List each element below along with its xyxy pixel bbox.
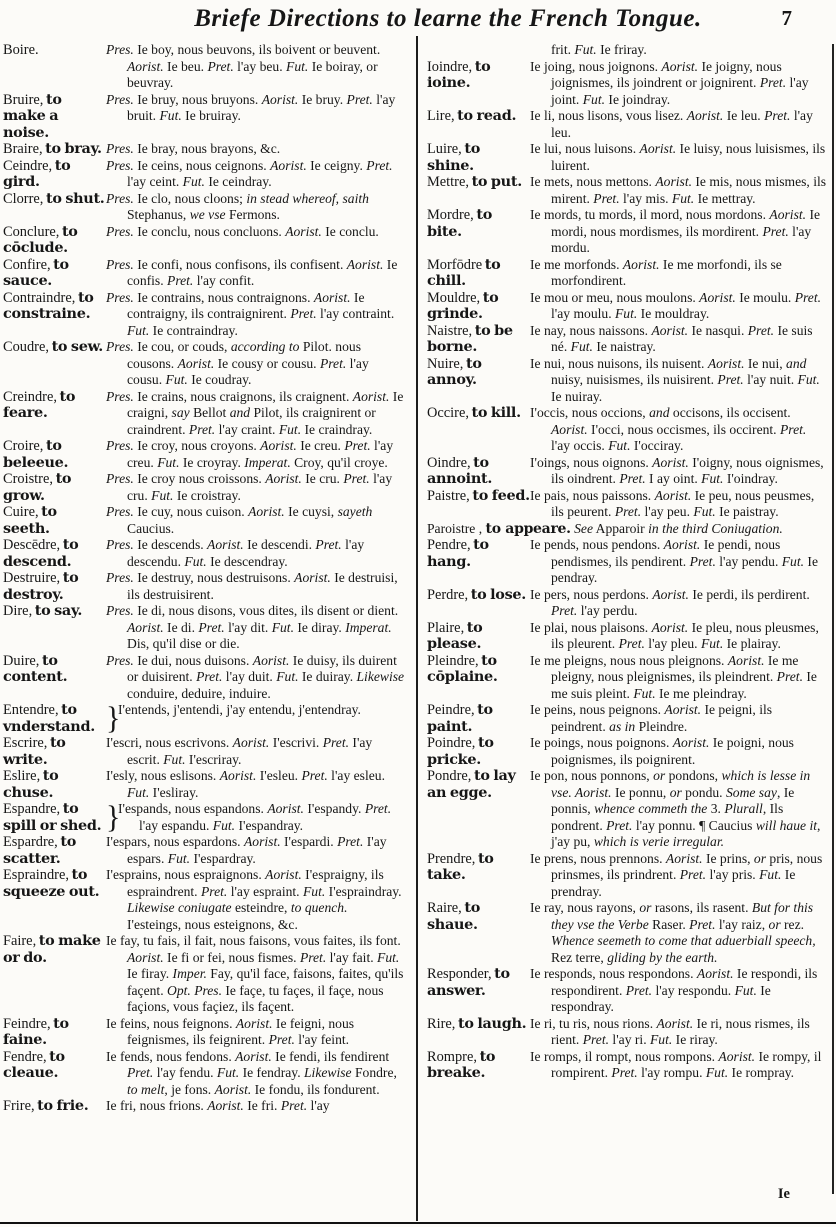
entry-headword: Boire. xyxy=(3,42,39,58)
dictionary-entry xyxy=(3,570,405,603)
entry-body: Pres. Ie boy, nous beuvons, ils boivent or beuvent. Aorist. Ie beu. Pret. l'ay beu. Fut. Ie boiray, or beuvray. xyxy=(106,42,381,90)
entry-headword: Frire, to frie. xyxy=(3,1097,89,1114)
dictionary-entry xyxy=(427,537,828,587)
entry-headword: Raire, to shaue. xyxy=(427,899,481,933)
entry-headword: Oindre, to annoint. xyxy=(427,453,493,487)
entry-headword: Fendre, to cleaue. xyxy=(3,1047,65,1081)
entry-body: Ie pends, nous pendons. Aorist. Ie pendi, nous pendismes, ils pendirent. Pret. l'ay pendu. Fut. Ie pendray. xyxy=(530,537,818,585)
dictionary-entry xyxy=(3,1049,405,1099)
entry-body: Ie pers, nous perdons. Aorist. Ie perdi, ils perdirent. Pret. l'ay perdu. xyxy=(530,586,810,618)
entry-headword: Rompre, to breake. xyxy=(427,1047,496,1081)
entry-body: Ie nui, nous nuisons, ils nuisent. Aorist. Ie nui, and nuisy, nuisismes, ils nuisirent. Pret. l'ay nuit. Fut. Ie nuiray. xyxy=(530,355,820,404)
dictionary-entry xyxy=(427,966,828,1016)
entry-body: Ie romps, il rompt, nous rompons. Aorist. Ie rompy, il rompirent. Pret. l'ay rompu. Fut. Ie rompray. xyxy=(530,1048,822,1080)
entry-body: Pres. Ie cuy, nous cuison. Aorist. Ie cuysi, sayeth Caucius. xyxy=(106,504,373,536)
entry-body: Ie feins, nous feignons. Aorist. Ie feigni, nous feignismes, ils feignirent. Pret. l'ay feint. xyxy=(106,1015,355,1047)
entry-body: Pres. Ie confi, nous confisons, ils confisent. Aorist. Ie confis. Pret. l'ay confit. xyxy=(106,256,398,288)
entry-headword: Plaire, to please. xyxy=(427,618,483,652)
entry-headword: Feindre, to faine. xyxy=(3,1014,69,1048)
entry-headword: Creindre, to feare. xyxy=(3,387,76,421)
entry-headword: Paistre, to feed. xyxy=(427,486,530,504)
entry-body: Ie mords, tu mords, il mord, nous mordons. Aorist. Ie mordi, nous mordismes, ils mordirent. Pret. l'ay mordu. xyxy=(530,207,821,255)
dictionary-entry xyxy=(3,224,405,257)
dictionary-entry xyxy=(427,851,828,901)
dictionary-entry xyxy=(427,290,828,323)
entry-headword: Rire, to laugh. xyxy=(427,1014,527,1032)
entry-body: I'esly, nous eslisons. Aorist. I'esleu. Pret. l'ay esleu. Fut. I'esliray. xyxy=(106,768,385,800)
entry-body: Ie peins, nous peignons. Aorist. Ie peigni, ils peindrent. as in Pleindre. xyxy=(530,702,773,734)
entry-headword: Morfōdre to chill. xyxy=(427,255,501,289)
entry-body: Pres. Ie di, nous disons, vous dites, ils disent or dient. Aorist. Ie di. Pret. l'ay dit. Fut. Ie diray. Imperat. Dis, qu'il dise or die. xyxy=(106,603,399,651)
dictionary-entry xyxy=(3,92,405,142)
dictionary-entry xyxy=(3,933,405,1016)
entry-body: Ie nay, nous naissons. Aorist. Ie nasqui. Pret. Ie suis né. Fut. Ie naistray. xyxy=(530,322,813,354)
entry-body: Pres. Ie crains, nous craignons, ils craignent. Aorist. Ie craigni, say Bellot and Pilot, ils craignirent or craindrent. Pret. l'ay craint. Fut. Ie craindray. xyxy=(106,388,404,437)
dictionary-entry xyxy=(3,537,405,570)
page-title: Briefe Directions to learne the French Tongue. xyxy=(194,5,702,32)
right-column xyxy=(414,42,836,1082)
dictionary-entry xyxy=(427,1049,828,1082)
column-divider-rule xyxy=(416,36,418,1221)
entry-headword: Responder, to answer. xyxy=(427,965,510,999)
entry-body: Ie fends, nous fendons. Aorist. Ie fendi, ils fendirent Pret. l'ay fendu. Fut. Ie fendray. Likewise Fondre, to melt, je fons. Aorist. Ie fondu, ils fondurent. xyxy=(106,1048,397,1097)
dictionary-entry xyxy=(3,834,405,867)
entry-body: Ie poings, nous poignons. Aorist. Ie poigni, nous poignismes, ils poignirent. xyxy=(530,735,794,767)
entry-body: Ie mets, nous mettons. Aorist. Ie mis, nous mismes, ils mirent. Pret. l'ay mis. Fut. Ie mettray. xyxy=(530,174,827,206)
entry-headword: Escrire, to write. xyxy=(3,734,66,768)
entry-text: Paroistre , to appeare. See Apparoir in the third Coniugation. xyxy=(427,520,783,537)
entry-headword: Espraindre, to squeeze out. xyxy=(3,866,100,900)
entry-headword: Naistre, to be borne. xyxy=(427,321,513,355)
dictionary-entry xyxy=(3,158,405,191)
entry-headword: Croire, to beleeue. xyxy=(3,437,69,471)
entry-headword: Conclure, to cōclude. xyxy=(3,222,78,256)
entry-headword: Mouldre, to grinde. xyxy=(427,288,499,322)
dictionary-entry xyxy=(427,587,828,620)
dictionary-entry xyxy=(3,42,405,92)
brace-glyph: } xyxy=(106,800,121,835)
dictionary-entry xyxy=(427,735,828,768)
entry-headword: Nuire, to annoy. xyxy=(427,354,482,388)
entry-body: Ie joing, nous joignons. Aorist. Ie joigny, nous joignismes, ils joindrent or joignirent. Pret. l'ay joint. Fut. Ie joindray. xyxy=(530,58,809,107)
entry-body: I'esprains, nous espraignons. Aorist. I'espraigny, ils espraindrent. Pret. l'ay espraint. Fut. I'espraindray. Likewise coniugate esteindre, to quench. I'esteings, nous esteignons, &c. xyxy=(106,867,402,932)
entry-headword: Mordre, to bite. xyxy=(427,206,493,240)
entry-headword: Perdre, to lose. xyxy=(427,585,526,603)
catchword: Ie xyxy=(777,1186,790,1202)
entry-headword: Cuire, to seeth. xyxy=(3,503,57,537)
dictionary-entry xyxy=(427,405,828,455)
dictionary-entry xyxy=(3,768,405,801)
page-header xyxy=(0,0,836,39)
left-column xyxy=(0,42,414,1115)
dictionary-entry xyxy=(3,735,405,768)
dictionary-entry xyxy=(427,108,828,141)
entry-headword: Descēdre, to descend. xyxy=(3,536,79,570)
dictionary-entry xyxy=(3,1016,405,1049)
dictionary-entry xyxy=(3,191,405,224)
entry-body: I'espars, nous espardons. Aorist. I'espardi. Pret. I'ay espars. Fut. I'espardray. xyxy=(106,834,387,866)
entry-body: Ie me pleigns, nous nous pleignons. Aorist. Ie me pleigny, nous pleignismes, ils pleindrent. Pret. Ie me suis pleint. Fut. Ie me pleindray. xyxy=(530,652,817,701)
entry-body: Ie responds, nous respondons. Aorist. Ie respondi, ils respondirent. Pret. l'ay respondu. Fut. Ie respondray. xyxy=(530,966,818,1014)
entry-headword: Dire, to say. xyxy=(3,602,83,619)
entry-body: Ie lui, nous luisons. Aorist. Ie luisy, nous luisismes, ils luirent. xyxy=(530,141,826,173)
entry-body: Pres. Ie clo, nous cloons; in stead whereof, saith Stephanus, we vse Fermons. xyxy=(106,190,369,222)
dictionary-entry xyxy=(427,768,828,851)
dictionary-entry xyxy=(3,504,405,537)
entry-headword: Prendre, to take. xyxy=(427,849,494,883)
dictionary-entry xyxy=(3,801,405,834)
entry-headword: Duire, to content. xyxy=(3,651,68,685)
entry-headword: Croistre, to grow. xyxy=(3,470,72,504)
dictionary-entry xyxy=(3,471,405,504)
entry-headword: Entendre, to vnderstand. xyxy=(3,701,95,735)
dictionary-entry xyxy=(427,620,828,653)
entry-body: frit. Fut. Ie friray. xyxy=(551,42,647,57)
entry-body: I'oings, nous oignons. Aorist. I'oigny, nous oignismes, ils oindrent. Pret. I ay oint. Fut. I'oindray. xyxy=(530,454,824,486)
entry-body: Pres. Ie destruy, nous destruisons. Aorist. Ie destruisi, ils destruisirent. xyxy=(106,570,398,602)
dictionary-entry xyxy=(3,702,405,735)
dictionary-entry xyxy=(427,488,828,521)
dictionary-entry xyxy=(427,702,828,735)
entry-body: Ie pon, nous ponnons, or pondons, which is lesse in vse. Aorist. Ie ponnu, or pondu. Some say, Ie ponnis, whence commeth the 3. Plurall, Ils pondrent. Pret. l'ay ponnu. ¶ Caucius will haue it, j'ay pu, which is verie irregular. xyxy=(530,768,821,849)
entry-headword: Poindre, to pricke. xyxy=(427,734,494,768)
entry-body: Ie fay, tu fais, il fait, nous faisons, vous faites, ils font. Aorist. Ie fi or fei, nous fismes. Pret. l'ay fait. Fut. Ie firay. Imper. Fay, qu'il face, faisons, faites, qu'ils façent. Opt. Pres. Ie façe, tu façes, il façe, nous façions, vous façiez, ils façent. xyxy=(106,933,404,1014)
entry-headword: Luire, to shine. xyxy=(427,140,481,174)
right-edge-rule xyxy=(832,44,834,1194)
dictionary-entry xyxy=(427,900,828,966)
dictionary-entry xyxy=(427,653,828,703)
entry-headword: Mettre, to put. xyxy=(427,173,522,190)
dictionary-entry xyxy=(427,1016,828,1049)
entry-body: I'escri, nous escrivons. Aorist. I'escrivi. Pret. I'ay escrit. Fut. I'escriray. xyxy=(106,735,373,767)
entry-body: Pres. Ie dui, nous duisons. Aorist. Ie duisy, ils duirent or duisirent. Pret. l'ay duit. Fut. Ie duiray. Likewise conduire, deduire, induire. xyxy=(106,652,405,701)
entry-headword: Eslire, to chuse. xyxy=(3,767,59,801)
entry-headword: Contraindre, to constraine. xyxy=(3,288,94,322)
entry-body: Pres. Ie croy nous croissons. Aorist. Ie cru. Pret. l'ay cru. Fut. Ie croistray. xyxy=(106,471,393,503)
entry-headword: Espandre, to spill or shed. xyxy=(3,800,102,834)
brace-glyph: } xyxy=(106,701,121,736)
dictionary-entry xyxy=(427,141,828,174)
entry-body: Ie fri, nous frions. Aorist. Ie fri. Pret. l'ay xyxy=(106,1098,330,1113)
entry-headword: Peindre, to paint. xyxy=(427,701,493,735)
dictionary-entry xyxy=(3,653,405,703)
dictionary-entry xyxy=(3,141,405,158)
entry-headword: Destruire, to destroy. xyxy=(3,569,79,603)
entry-body: Pres. Ie bruy, nous bruyons. Aorist. Ie bruy. Pret. l'ay bruit. Fut. Ie bruiray. xyxy=(106,91,396,123)
entry-headword: Coudre, to sew. xyxy=(3,338,103,355)
entry-body: Ie li, nous lisons, vous lisez. Aorist. Ie leu. Pret. l'ay leu. xyxy=(530,108,813,140)
entry-body: Pres. Ie descends. Aorist. Ie descendi. Pret. l'ay descendu. Fut. Ie descendray. xyxy=(106,537,365,569)
dictionary-entry xyxy=(427,521,828,538)
dictionary-entry xyxy=(427,323,828,356)
entry-headword: Espardre, to scatter. xyxy=(3,833,76,867)
dictionary-entry xyxy=(3,867,405,933)
entry-body: Ie pais, nous paissons. Aorist. Ie peu, nous peusmes, ils peurent. Pret. l'ay peu. Fut. Ie paistray. xyxy=(530,487,815,519)
dictionary-entry xyxy=(427,257,828,290)
dictionary-entry xyxy=(3,438,405,471)
entry-headword: Braire, to bray. xyxy=(3,140,102,157)
entry-body: Pres. Ie croy, nous croyons. Aorist. Ie creu. Pret. l'ay creu. Fut. Ie croyray. Imperat. Croy, qu'il croye. xyxy=(106,438,394,470)
entry-body: I'occis, nous occions, and occisons, ils occisent. Aorist. I'occi, nous occismes, ils occirent. Pret. l'ay occis. Fut. I'occiray. xyxy=(530,405,807,453)
dictionary-entry xyxy=(427,207,828,257)
entry-headword: Pendre, to hang. xyxy=(427,536,489,570)
entry-body: Pres. Ie bray, nous brayons, &c. xyxy=(106,141,281,156)
two-column-text-block xyxy=(0,39,836,1115)
entry-body: Ie me morfonds. Aorist. Ie me morfondi, ils se morfondirent. xyxy=(530,256,782,288)
entry-body: Ie prens, nous prennons. Aorist. Ie prins, or pris, nous prinsmes, ils prindrent. Pret. l'ay pris. Fut. Ie prendray. xyxy=(530,850,823,899)
dictionary-entry xyxy=(3,389,405,439)
entry-body: Ie plai, nous plaisons. Aorist. Ie pleu, nous pleusmes, ils pleurent. Pret. l'ay pleu. Fut. Ie plairay. xyxy=(530,619,819,651)
dictionary-entry xyxy=(427,455,828,488)
dictionary-entry xyxy=(3,1098,405,1115)
entry-body: I'espands, nous espandons. Aorist. I'espandy. Pret. l'ay espandu. Fut. I'espandray. xyxy=(118,801,392,833)
dictionary-entry xyxy=(3,603,405,653)
dictionary-entry xyxy=(3,290,405,340)
dictionary-entry xyxy=(427,59,828,109)
entry-body: I'entends, j'entendi, j'ay entendu, j'entendray. xyxy=(118,702,361,717)
entry-body: Ie ri, tu ris, nous rions. Aorist. Ie ri, nous rismes, ils rient. Pret. l'ay ri. Fut. Ie riray. xyxy=(530,1015,810,1047)
dictionary-entry xyxy=(427,42,828,59)
entry-headword: Ceindre, to gird. xyxy=(3,156,71,190)
entry-body: Pres. Ie contrains, nous contraignons. Aorist. Ie contraigny, ils contraignirent. Pret. l'ay contraint. Fut. Ie contraindray. xyxy=(106,289,395,338)
entry-body: Pres. Ie ceins, nous ceignons. Aorist. Ie ceigny. Pret. l'ay ceint. Fut. Ie ceindray. xyxy=(106,157,393,189)
dictionary-entry xyxy=(427,356,828,406)
entry-headword: Confire, to sauce. xyxy=(3,255,69,289)
dictionary-entry xyxy=(3,257,405,290)
bottom-rule xyxy=(0,1222,836,1224)
entry-headword: Pondre, to lay an egge. xyxy=(427,767,516,801)
dictionary-entry xyxy=(427,174,828,207)
page-number: 7 xyxy=(781,6,792,30)
entry-headword: Clorre, to shut. xyxy=(3,189,105,207)
entry-headword: Occire, to kill. xyxy=(427,404,521,421)
dictionary-entry xyxy=(3,339,405,389)
entry-body: Pres. Ie cou, or couds, according to Pilot. nous cousons. Aorist. Ie cousy or cousu. Pret. l'ay cousu. Fut. Ie coudray. xyxy=(106,339,369,387)
entry-body: Pres. Ie conclu, nous concluons. Aorist. Ie conclu. xyxy=(106,223,379,239)
entry-headword: Ioindre, to ioine. xyxy=(427,57,491,91)
entry-headword: Lire, to read. xyxy=(427,107,517,124)
entry-body: Ie ray, nous rayons, or rasons, ils rasent. But for this they vse the Verbe Raser. Pret. l'ay raiz, or rez. Whence seemeth to come that aduerbiall speech, Rez terre, gliding by the earth. xyxy=(530,900,816,965)
entry-body: Ie mou or meu, nous moulons. Aorist. Ie moulu. Pret. l'ay moulu. Fut. Ie mouldray. xyxy=(530,289,822,321)
entry-headword: Faire, to make or do. xyxy=(3,932,101,966)
entry-headword: Bruire, to make a noise. xyxy=(3,90,62,141)
entry-headword: Pleindre, to cōplaine. xyxy=(427,651,498,685)
